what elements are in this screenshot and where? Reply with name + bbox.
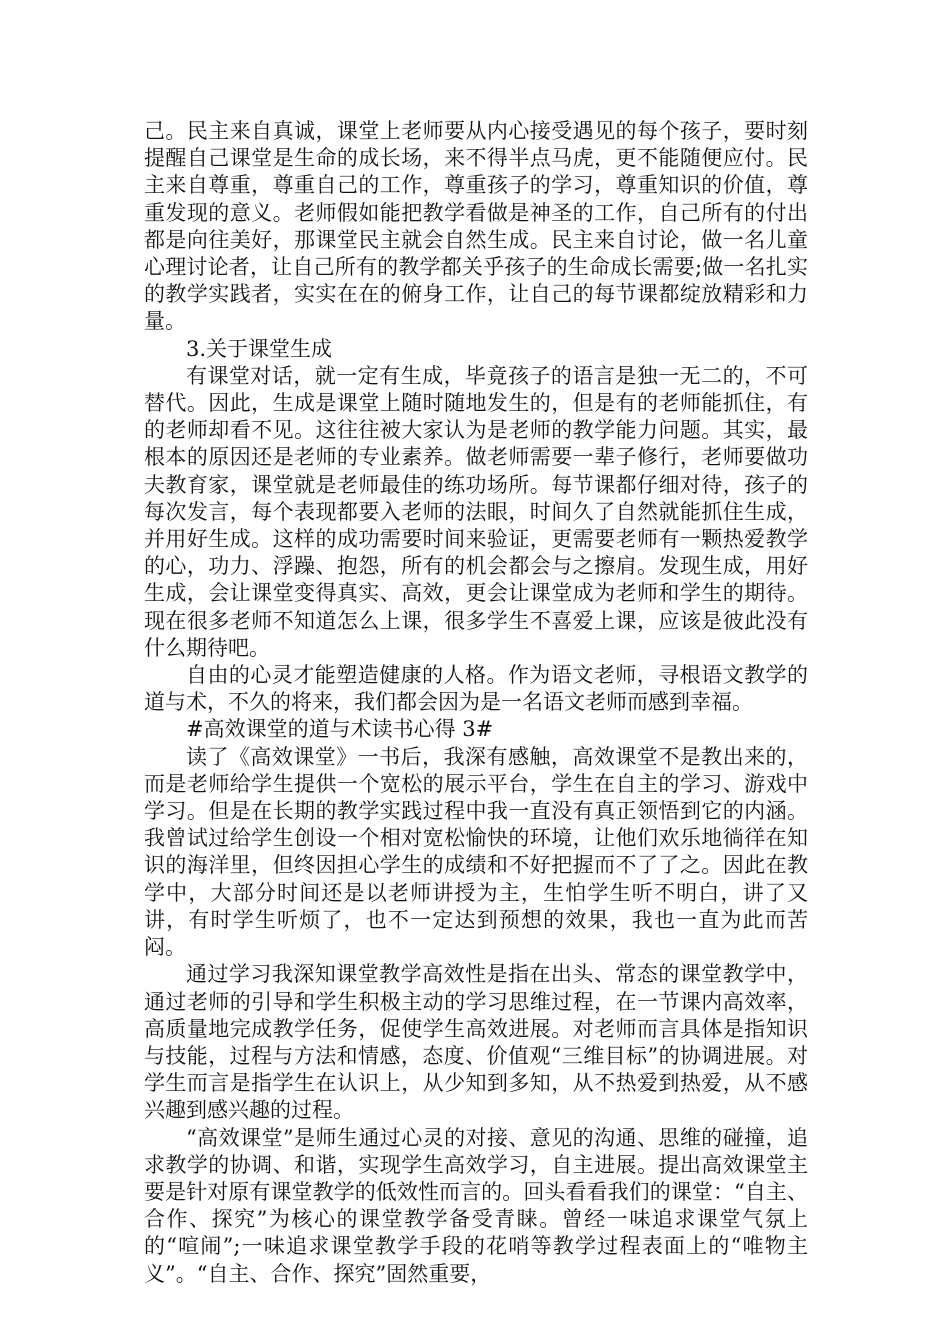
paragraph-free-soul: 自由的心灵才能塑造健康的人格。作为语文老师，寻根语文教学的道与术，不久的将来，我们都会因为是一名语文老师而感到幸福。	[144, 663, 808, 715]
paragraph-after-reading: 读了《高效课堂》一书后，我深有感触，高效课堂不是教出来的，而是老师给学生提供一个宽松的展示平台，学生在自主的学习、游戏中学习。但是在长期的教学实践过程中我一直没有真正领悟到它的内涵。我曾试过给学生创设一个相对宽松愉快的环境，让他们欢乐地徜徉在知识的海洋里，但终因担心学生的成绩和不好把握而不了了之。因此在教学中，大部分时间还是以老师讲授为主，生怕学生听不明白，讲了又讲，有时学生听烦了，也不一定达到预想的效果，我也一直为此而苦闷。	[144, 744, 808, 960]
section-heading-classroom-generation: 3.关于课堂生成	[186, 336, 333, 361]
paragraph-democracy-continued: 己。民主来自真诚，课堂上老师要从内心接受遇见的每个孩子，要时刻提醒自己课堂是生命的成长场，来不得半点马虎，更不能随便应付。民主来自尊重，尊重自己的工作，尊重孩子的学习，尊重知识的价值，尊重发现的意义。老师假如能把教学看做是神圣的工作，自己所有的付出都是向往美好，那课堂民主就会自然生成。民主来自讨论，做一名儿童心理讨论者，让自己所有的教学都关乎孩子的生命成长需要;做一名扎实的教学实践者，实实在在的俯身工作，让自己的每节课都绽放精彩和力量。	[144, 119, 808, 334]
paragraph-through-learning: 通过学习我深知课堂教学高效性是指在出头、常态的课堂教学中，通过老师的引导和学生积极主动的学习思维过程，在一节课内高效率，高质量地完成教学任务，促使学生高效进展。对老师而言具体是指知识与技能，过程与方法和情感，态度、价值观“三维目标”的协调进展。对学生而言是指学生在认识上，从少知到多知，从不热爱到热爱，从不感兴趣到感兴趣的过程。	[144, 962, 808, 1123]
paragraph-efficient-classroom: “高效课堂”是师生通过心灵的对接、意见的沟通、思维的碰撞，追求教学的协调、和谐，实现学生高效学习，自主进展。提出高效课堂主要是针对原有课堂教学的低效性而言的。回头看看我们的课堂：“自主、合作、探究”为核心的课堂教学备受青睐。曾经一味追求课堂气氛上的“喧闹”;一味追求课堂教学手段的花哨等教学过程表面上的“唯物主义”。“自主、合作、探究”固然重要，	[144, 1125, 808, 1286]
document-body	[144, 118, 808, 1288]
section-heading-reading-notes-3: #高效课堂的道与术读书心得 3#	[186, 717, 494, 742]
paragraph-classroom-generation: 有课堂对话，就一定有生成，毕竟孩子的语言是独一无二的，不可替代。因此，生成是课堂上随时随地发生的，但是有的老师能抓住，有的老师却看不见。这往往被大家认为是老师的教学能力问题。其实，最根本的原因还是老师的专业素养。做老师需要一辈子修行，老师要做功夫教育家，课堂就是老师最佳的练功场所。每节课都仔细对待，孩子的每次发言，每个表现都要入老师的法眼，时间久了自然就能抓住生成，并用好生成。这样的成功需要时间来验证，更需要老师有一颗热爱教学的心，功力、浮躁、抱怨，所有的机会都会与之擦肩。发现生成，用好生成，会让课堂变得真实、高效，更会让课堂成为老师和学生的期待。现在很多老师不知道怎么上课，很多学生不喜爱上课，应该是彼此没有什么期待吧。	[144, 363, 808, 660]
